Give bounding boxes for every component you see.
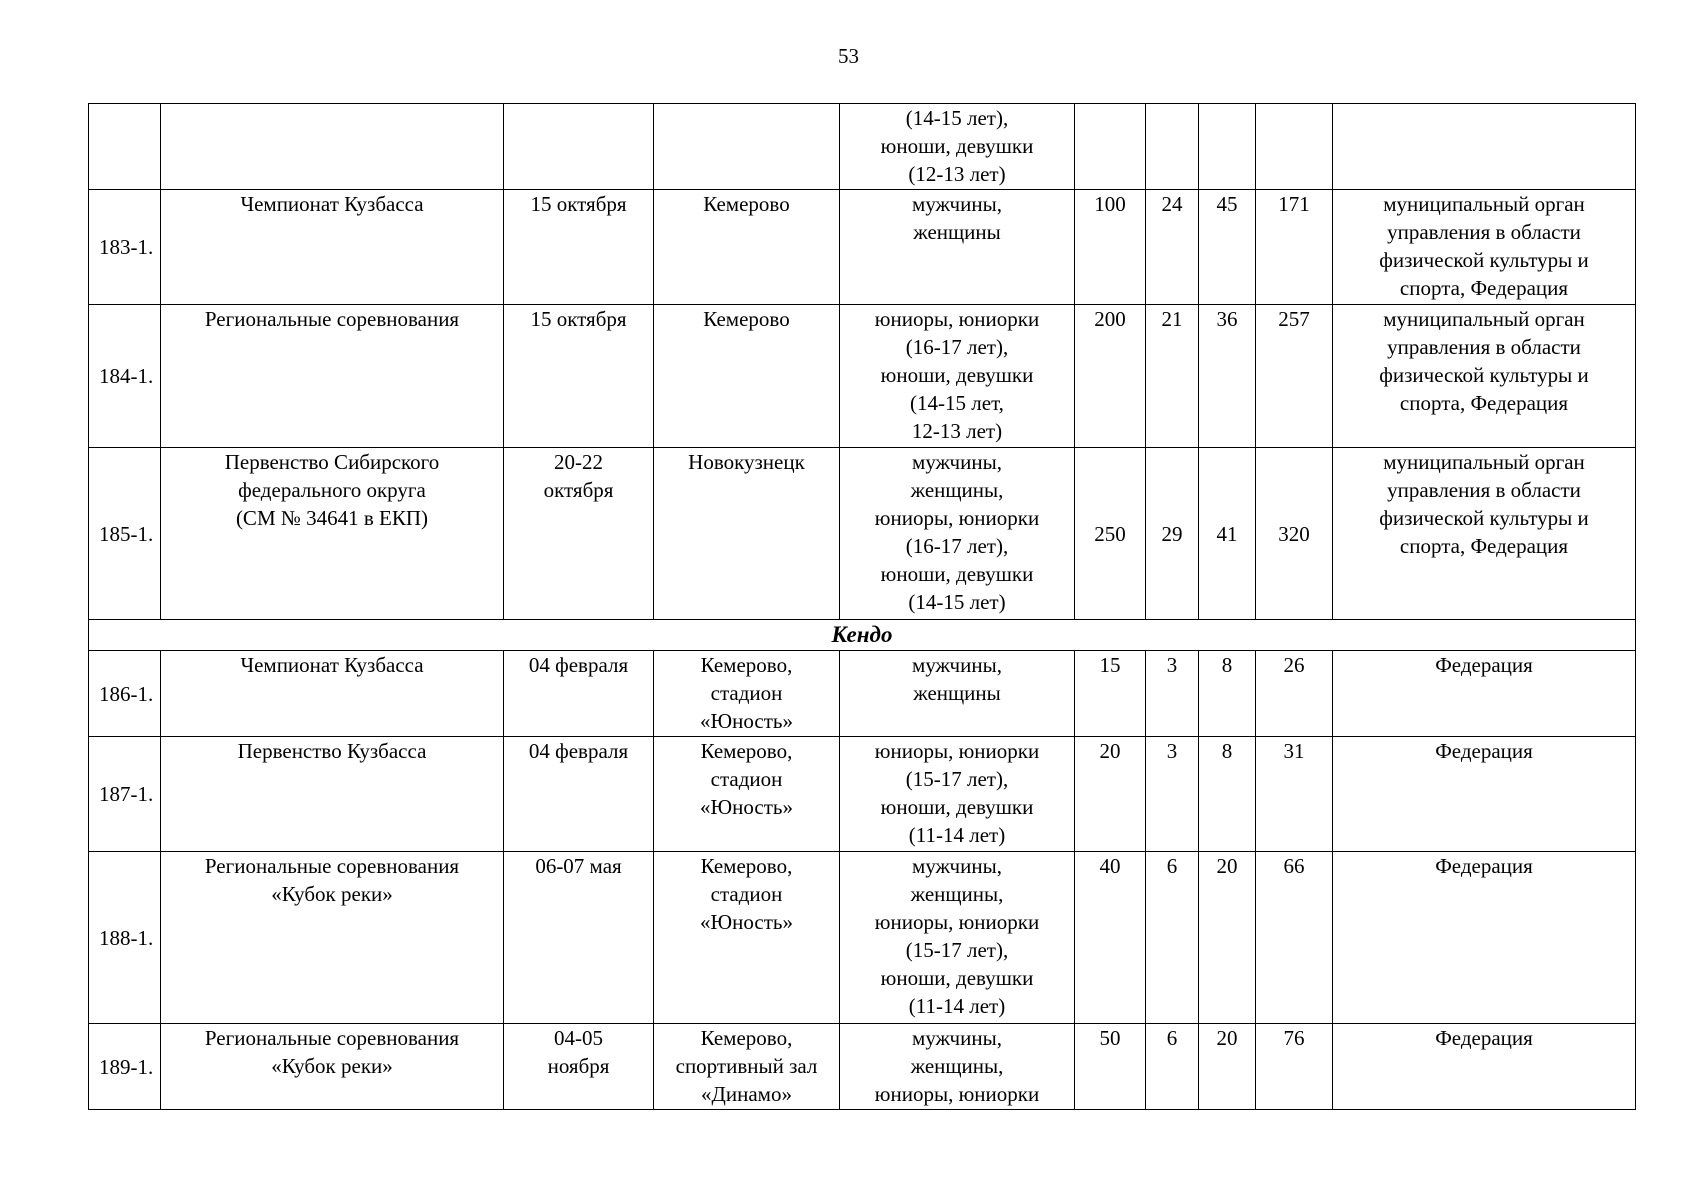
table-row <box>89 651 1636 737</box>
cell-name <box>161 104 504 190</box>
cell-participants <box>840 305 1075 448</box>
cell-place <box>654 305 840 448</box>
participants-line: (11-14 лет) <box>908 994 1006 1018</box>
cell-num: 187-1. <box>89 737 161 852</box>
cell-c2: 6 <box>1146 852 1199 1024</box>
place-line: спортивный зал <box>675 1054 818 1078</box>
organizer-line: управления в области <box>1387 220 1581 244</box>
place-line: «Юность» <box>700 795 793 819</box>
place-line: Кемерово, <box>700 739 793 763</box>
cell-num: 189-1. <box>89 1024 161 1110</box>
cell-c2: 21 <box>1146 305 1199 448</box>
cell-organizer <box>1333 190 1636 305</box>
organizer-line: управления в области <box>1387 478 1581 502</box>
place-line: Кемерово, <box>700 1026 793 1050</box>
section-row <box>89 620 1636 651</box>
cell-participants <box>840 852 1075 1024</box>
name-line: (СМ № 34641 в ЕКП) <box>235 506 429 530</box>
participants-line: 12-13 лет) <box>911 419 1003 443</box>
cell-c4: 257 <box>1256 305 1333 448</box>
organizer-line: физической культуры и <box>1379 248 1589 272</box>
date-line: 06-07 мая <box>535 854 622 878</box>
date-line: 04 февраля <box>528 653 629 677</box>
cell-c1: 15 <box>1075 651 1146 737</box>
participants-line: мужчины, <box>912 854 1002 878</box>
participants-line: юниоры, юниорки <box>874 910 1040 934</box>
cell-place <box>654 737 840 852</box>
organizer-line: физической культуры и <box>1379 506 1589 530</box>
cell-organizer <box>1333 448 1636 620</box>
organizer-line: Федерация <box>1435 1026 1533 1050</box>
participants-line: юноши, девушки <box>880 134 1034 158</box>
cell-place <box>654 651 840 737</box>
cell-c3: 20 <box>1199 852 1256 1024</box>
cell-num <box>89 104 161 190</box>
organizer-line: Федерация <box>1435 653 1533 677</box>
participants-line: (14-15 лет) <box>908 590 1006 614</box>
date-line: 20-22 <box>554 450 603 474</box>
name-line: Первенство Кузбасса <box>237 739 427 763</box>
events-table <box>88 103 1636 1110</box>
cell-c1: 40 <box>1075 852 1146 1024</box>
table-row <box>89 852 1636 1024</box>
date-line: 04-05 <box>554 1026 603 1050</box>
cell-c4: 171 <box>1256 190 1333 305</box>
name-line: Региональные соревнования <box>204 1026 460 1050</box>
participants-line: (12-13 лет) <box>908 162 1006 186</box>
table-body-main <box>89 104 1636 620</box>
cell-c4: 26 <box>1256 651 1333 737</box>
participants-line: женщины, <box>910 1054 1004 1078</box>
cell-place <box>654 1024 840 1110</box>
place-line: «Динамо» <box>701 1082 792 1106</box>
page-number: 53 <box>838 44 859 68</box>
participants-line: мужчины, <box>912 450 1002 474</box>
place-line: Новокузнецк <box>688 450 805 474</box>
cell-c3: 8 <box>1199 737 1256 852</box>
table-body-kendo <box>89 651 1636 1110</box>
cell-name <box>161 190 504 305</box>
cell-participants <box>840 737 1075 852</box>
participants-line: женщины <box>913 220 1001 244</box>
participants-line: юниоры, юниорки <box>874 506 1040 530</box>
cell-date <box>504 190 654 305</box>
cell-c3: 8 <box>1199 651 1256 737</box>
table-row <box>89 305 1636 448</box>
cell-date <box>504 852 654 1024</box>
table-row <box>89 1024 1636 1110</box>
participants-line: (14-15 лет), <box>905 106 1009 130</box>
participants-line: женщины <box>913 681 1001 705</box>
date-line: 15 октября <box>530 192 627 216</box>
participants-line: мужчины, <box>912 1026 1002 1050</box>
place-line: «Юность» <box>700 709 793 733</box>
participants-line: (14-15 лет, <box>910 391 1004 415</box>
date-line: 04 февраля <box>528 739 629 763</box>
cell-date <box>504 104 654 190</box>
name-line: Региональные соревнования <box>204 854 460 878</box>
cell-name <box>161 651 504 737</box>
place-line: Кемерово, <box>700 854 793 878</box>
cell-participants <box>840 651 1075 737</box>
table-row-continuation <box>89 104 1636 190</box>
organizer-line: спорта, Федерация <box>1399 276 1569 300</box>
cell-date <box>504 651 654 737</box>
cell-c2 <box>1146 104 1199 190</box>
organizer-line: управления в области <box>1387 335 1581 359</box>
cell-c2: 6 <box>1146 1024 1199 1110</box>
participants-line: юниоры, юниорки <box>874 739 1040 763</box>
cell-participants <box>840 1024 1075 1110</box>
participants-line: мужчины, <box>912 653 1002 677</box>
cell-c4 <box>1256 104 1333 190</box>
name-line: Чемпионат Кузбасса <box>240 192 424 216</box>
organizer-line: спорта, Федерация <box>1399 534 1569 558</box>
cell-name <box>161 852 504 1024</box>
cell-c3: 41 <box>1199 448 1256 620</box>
cell-date <box>504 1024 654 1110</box>
date-line: октября <box>543 478 614 502</box>
cell-name <box>161 1024 504 1110</box>
place-line: Кемерово, <box>700 653 793 677</box>
cell-c1 <box>1075 104 1146 190</box>
name-line: Региональные соревнования <box>204 307 460 331</box>
cell-organizer <box>1333 1024 1636 1110</box>
cell-participants <box>840 104 1075 190</box>
name-line: федерального округа <box>238 478 426 502</box>
cell-date <box>504 448 654 620</box>
organizer-line: Федерация <box>1435 854 1533 878</box>
participants-line: женщины, <box>910 882 1004 906</box>
cell-c2: 29 <box>1146 448 1199 620</box>
cell-place <box>654 104 840 190</box>
cell-num: 185-1. <box>89 448 161 620</box>
organizer-line: муниципальный орган <box>1383 192 1585 216</box>
cell-num: 186-1. <box>89 651 161 737</box>
participants-line: (15-17 лет), <box>905 938 1009 962</box>
cell-num: 183-1. <box>89 190 161 305</box>
participants-line: женщины, <box>910 478 1004 502</box>
participants-line: (16-17 лет), <box>905 335 1009 359</box>
organizer-line: Федерация <box>1435 739 1533 763</box>
cell-participants <box>840 448 1075 620</box>
cell-c1: 50 <box>1075 1024 1146 1110</box>
organizer-line: муниципальный орган <box>1383 450 1585 474</box>
cell-c2: 3 <box>1146 737 1199 852</box>
place-line: «Юность» <box>700 910 793 934</box>
cell-organizer <box>1333 104 1636 190</box>
place-line: стадион <box>710 882 783 906</box>
section-title: Кендо <box>89 620 1636 651</box>
cell-name <box>161 448 504 620</box>
cell-num: 188-1. <box>89 852 161 1024</box>
cell-place <box>654 190 840 305</box>
cell-organizer <box>1333 737 1636 852</box>
cell-organizer <box>1333 651 1636 737</box>
cell-date <box>504 305 654 448</box>
date-line: ноября <box>547 1054 610 1078</box>
cell-c4: 66 <box>1256 852 1333 1024</box>
organizer-line: спорта, Федерация <box>1399 391 1569 415</box>
cell-date <box>504 737 654 852</box>
place-line: стадион <box>710 681 783 705</box>
participants-line: юноши, девушки <box>880 363 1034 387</box>
cell-c1: 200 <box>1075 305 1146 448</box>
cell-c2: 24 <box>1146 190 1199 305</box>
participants-line: юноши, девушки <box>880 795 1034 819</box>
name-line: Чемпионат Кузбасса <box>240 653 424 677</box>
cell-c1: 100 <box>1075 190 1146 305</box>
cell-c3: 36 <box>1199 305 1256 448</box>
name-line: «Кубок реки» <box>271 1054 393 1078</box>
cell-c3: 45 <box>1199 190 1256 305</box>
cell-c1: 250 <box>1075 448 1146 620</box>
participants-line: юноши, девушки <box>880 966 1034 990</box>
date-line: 15 октября <box>530 307 627 331</box>
participants-line: юноши, девушки <box>880 562 1034 586</box>
place-line: Кемерово <box>703 192 790 216</box>
name-line: «Кубок реки» <box>271 882 393 906</box>
organizer-line: муниципальный орган <box>1383 307 1585 331</box>
participants-line: юниоры, юниорки <box>874 307 1040 331</box>
section-header-body <box>89 620 1636 651</box>
cell-num: 184-1. <box>89 305 161 448</box>
cell-organizer <box>1333 852 1636 1024</box>
cell-name <box>161 305 504 448</box>
cell-place <box>654 448 840 620</box>
place-line: стадион <box>710 767 783 791</box>
cell-c1: 20 <box>1075 737 1146 852</box>
cell-c3 <box>1199 104 1256 190</box>
participants-line: (16-17 лет), <box>905 534 1009 558</box>
participants-line: (15-17 лет), <box>905 767 1009 791</box>
cell-c4: 320 <box>1256 448 1333 620</box>
cell-c4: 31 <box>1256 737 1333 852</box>
cell-c2: 3 <box>1146 651 1199 737</box>
cell-participants <box>840 190 1075 305</box>
organizer-line: физической культуры и <box>1379 363 1589 387</box>
cell-c3: 20 <box>1199 1024 1256 1110</box>
cell-organizer <box>1333 305 1636 448</box>
place-line: Кемерово <box>703 307 790 331</box>
name-line: Первенство Сибирского <box>224 450 440 474</box>
table-row <box>89 190 1636 305</box>
table-row <box>89 737 1636 852</box>
cell-name <box>161 737 504 852</box>
cell-place <box>654 852 840 1024</box>
table-row <box>89 448 1636 620</box>
participants-line: (11-14 лет) <box>908 823 1006 847</box>
cell-c4: 76 <box>1256 1024 1333 1110</box>
participants-line: юниоры, юниорки <box>874 1082 1040 1106</box>
participants-line: мужчины, <box>912 192 1002 216</box>
